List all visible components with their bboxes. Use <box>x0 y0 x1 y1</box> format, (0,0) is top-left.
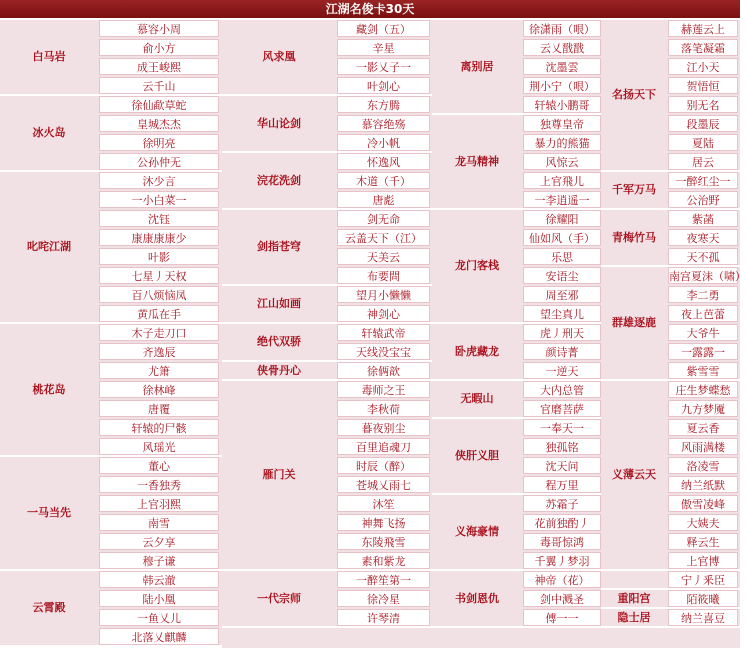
member-name: 毒师之王 <box>337 381 430 398</box>
group-label: 华山论剑 <box>257 116 301 130</box>
member-name: 沐少言 <box>99 172 219 189</box>
member-name: 慕容绝殇 <box>337 115 430 132</box>
member-name: 一小白菜一 <box>99 191 219 208</box>
member-name: 俞小方 <box>99 39 219 56</box>
member-name: 神帝（花） <box>523 571 601 588</box>
member-name: 康康康康少 <box>99 229 219 246</box>
group-label: 无暇山 <box>460 392 494 405</box>
member-name: 许琴清 <box>337 609 430 626</box>
member-name: 东方腾 <box>337 96 430 113</box>
member-name: 徐冷星 <box>337 590 430 607</box>
member-name: 神剑心 <box>337 305 430 322</box>
member-name: 释云生 <box>668 533 738 550</box>
group-label: 浣花洗剑 <box>257 173 301 187</box>
member-name: 百八烦恼凤 <box>99 286 219 303</box>
member-name: 尤箫 <box>99 362 219 379</box>
member-name: 轩辕小鹏哥 <box>523 96 601 113</box>
member-name: 望月小懒懒 <box>337 286 430 303</box>
member-name: 天不孤 <box>668 248 738 265</box>
member-name: 洛凌雪 <box>668 457 738 474</box>
member-name: 黄瓜在手 <box>99 305 219 322</box>
group-label: 侠骨丹心 <box>257 363 301 377</box>
member-name: 七星丿天权 <box>99 267 219 284</box>
member-name: 落笔凝霜 <box>668 39 738 56</box>
member-name: 大爷牛 <box>668 324 738 341</box>
group-label: 一代宗师 <box>257 591 301 605</box>
member-name: 夏陆 <box>668 134 738 151</box>
member-name: 徐俩歆 <box>337 362 430 379</box>
member-name: 木子走刀口 <box>99 324 219 341</box>
member-name: 夜上芭蕾 <box>668 305 738 322</box>
group-label: 名扬天下 <box>612 88 656 101</box>
member-name: 紫菡 <box>668 210 738 227</box>
member-name: 陆小凰 <box>99 590 219 607</box>
member-name: 乐思 <box>523 248 601 265</box>
member-name: 江小天 <box>668 58 738 75</box>
member-name: 轩辕武帝 <box>337 324 430 341</box>
group-label: 一马当先 <box>27 506 71 519</box>
member-name: 慕容小周 <box>99 20 219 37</box>
member-name: 上官羽熙 <box>99 495 219 512</box>
page-title: 江湖名俊卡30天 <box>0 0 740 18</box>
member-name: 贺悟恒 <box>668 77 738 94</box>
member-name: 苍城乂雨七 <box>337 476 430 493</box>
member-name: 叶影 <box>99 248 219 265</box>
member-name: 百里追魂刀 <box>337 438 430 455</box>
member-name: 风惊云 <box>523 153 601 170</box>
member-name: 徐潇雨（哏） <box>523 20 601 37</box>
member-name: 徐耀阳 <box>523 210 601 227</box>
member-name: 颜诗菁 <box>523 343 601 360</box>
member-name: 纳兰纸默 <box>668 476 738 493</box>
member-name: 怀逸风 <box>337 153 430 170</box>
member-name: 仙如风（手） <box>523 229 601 246</box>
member-name: 夏云香 <box>668 419 738 436</box>
member-name: 大姨夫 <box>668 514 738 531</box>
member-name: 云夕享 <box>99 533 219 550</box>
member-name: 千翼丿梦羽 <box>523 552 601 569</box>
group-label: 群雄逐鹿 <box>612 316 656 329</box>
member-name: 风瑶光 <box>99 438 219 455</box>
member-name: 沈天问 <box>523 457 601 474</box>
member-name: 一醉红尘一 <box>668 172 738 189</box>
member-name: 布要問 <box>337 267 430 284</box>
group-label: 龙马精神 <box>455 154 499 168</box>
member-name: 徐明亮 <box>99 134 219 151</box>
member-name: 公治野 <box>668 191 738 208</box>
group-label: 重阳宫 <box>617 591 651 605</box>
member-name: 苏霜子 <box>523 495 601 512</box>
member-name: 一逆天 <box>523 362 601 379</box>
group-label: 侠肝义胆 <box>455 449 499 462</box>
member-name: 冷小帆 <box>337 134 430 151</box>
member-name: 南宫夏沫（啸） <box>668 267 738 284</box>
group-label: 隐士居 <box>617 610 651 624</box>
member-name: 北落乂麒麟 <box>99 628 219 645</box>
member-name: 剑中溅圣 <box>523 590 601 607</box>
group-label: 义薄云天 <box>612 468 656 481</box>
member-name: 徐仙歃草蛇 <box>99 96 219 113</box>
group-label: 龙门客栈 <box>455 259 499 272</box>
member-name: 一露露一 <box>668 343 738 360</box>
member-name: 藏剑（五） <box>337 20 430 37</box>
member-name: 一影乂子一 <box>337 58 430 75</box>
group-label: 绝代双骄 <box>257 335 301 348</box>
member-name: 夜寒天 <box>668 229 738 246</box>
member-name: 程万里 <box>523 476 601 493</box>
member-name: 成王峻熙 <box>99 58 219 75</box>
member-name: 大内总管 <box>523 381 601 398</box>
member-name: 沈钰 <box>99 210 219 227</box>
member-name: 辛星 <box>337 39 430 56</box>
member-name: 一醉笙第一 <box>337 571 430 588</box>
member-name: 紫雪雪 <box>668 362 738 379</box>
member-name: 徐林峰 <box>99 381 219 398</box>
member-name: 毒哥惊鸿 <box>523 533 601 550</box>
member-name: 一奉天一 <box>523 419 601 436</box>
member-name: 居云 <box>668 153 738 170</box>
group-label: 桃花岛 <box>32 382 66 396</box>
bottom-strip <box>222 628 740 648</box>
member-name: 天线没宝宝 <box>337 343 430 360</box>
group-label: 剑指苍穹 <box>257 240 301 253</box>
member-name: 云千山 <box>99 77 219 94</box>
member-name: 一李逍遥一 <box>523 191 601 208</box>
group-label: 风求凰 <box>262 50 296 63</box>
member-name: 叶剑心 <box>337 77 430 94</box>
group-label: 离别居 <box>460 59 494 73</box>
member-name: 穆子谦 <box>99 552 219 569</box>
group-label: 千军万马 <box>612 183 656 196</box>
group-label: 卧虎藏龙 <box>455 344 499 358</box>
member-name: 沈墨雲 <box>523 58 601 75</box>
group-label: 青梅竹马 <box>612 230 656 244</box>
member-name: 公孙仲无 <box>99 153 219 170</box>
member-name: 云盖天下（江） <box>337 229 430 246</box>
member-name: 一香独秀 <box>99 476 219 493</box>
member-name: 南雪 <box>99 514 219 531</box>
member-name: 傲雪凌峰 <box>668 495 738 512</box>
group-label: 云霄殿 <box>32 601 66 614</box>
member-name: 花前独酌丿 <box>523 514 601 531</box>
group-label: 书剑恩仇 <box>455 591 499 605</box>
member-name: 上官飛儿 <box>523 172 601 189</box>
member-name: 皇城杰杰 <box>99 115 219 132</box>
member-name: 一鱼乂儿 <box>99 609 219 626</box>
member-name: 赫莲云上 <box>668 20 738 37</box>
member-name: 荆小宁（哏） <box>523 77 601 94</box>
member-name: 上官博 <box>668 552 738 569</box>
member-name: 唐彪 <box>337 191 430 208</box>
member-name: 庄生梦蝶愁 <box>668 381 738 398</box>
member-name: 天美云 <box>337 248 430 265</box>
member-name: 虎丿刑天 <box>523 324 601 341</box>
group-label: 义海豪情 <box>455 525 499 538</box>
member-name: 剑无命 <box>337 210 430 227</box>
member-name: 齐逸辰 <box>99 343 219 360</box>
member-name: 望尘真儿 <box>523 305 601 322</box>
member-name: 素和紫龙 <box>337 552 430 569</box>
member-name: 独尊皇帝 <box>523 115 601 132</box>
member-name: 轩辕的尸骸 <box>99 419 219 436</box>
member-name: 时辰（醉） <box>337 457 430 474</box>
member-name: 九方梦魇 <box>668 400 738 417</box>
member-name: 李秋荷 <box>337 400 430 417</box>
member-name: 暮夜别尘 <box>337 419 430 436</box>
member-name: 唐覆 <box>99 400 219 417</box>
member-name: 风雨满楼 <box>668 438 738 455</box>
member-name: 东陵飛雪 <box>337 533 430 550</box>
group-label: 雁门关 <box>262 468 296 481</box>
member-name: 宁丿釆臣 <box>668 571 738 588</box>
member-name: 傅一一 <box>523 609 601 626</box>
member-name: 董心 <box>99 457 219 474</box>
member-name: 别无名 <box>668 96 738 113</box>
group-label: 江山如画 <box>257 297 301 310</box>
group-label: 白马岩 <box>32 50 66 63</box>
member-name: 木道（千） <box>337 172 430 189</box>
group-label: 叱咤江湖 <box>27 240 71 253</box>
group-label: 冰火岛 <box>32 126 66 139</box>
member-name: 官磨菩萨 <box>523 400 601 417</box>
member-name: 安语尘 <box>523 267 601 284</box>
member-name: 陌筱曦 <box>668 590 738 607</box>
member-name: 云乂戬戬 <box>523 39 601 56</box>
member-name: 段墨辰 <box>668 115 738 132</box>
member-name: 神舞飞扬 <box>337 514 430 531</box>
member-name: 纳兰喜豆 <box>668 609 738 626</box>
member-name: 周至邪 <box>523 286 601 303</box>
member-name: 李二勇 <box>668 286 738 303</box>
member-name: 独孤铭 <box>523 438 601 455</box>
member-name: 韩云澈 <box>99 571 219 588</box>
member-name: 暴力的熊猫 <box>523 134 601 151</box>
member-name: 沐笙 <box>337 495 430 512</box>
